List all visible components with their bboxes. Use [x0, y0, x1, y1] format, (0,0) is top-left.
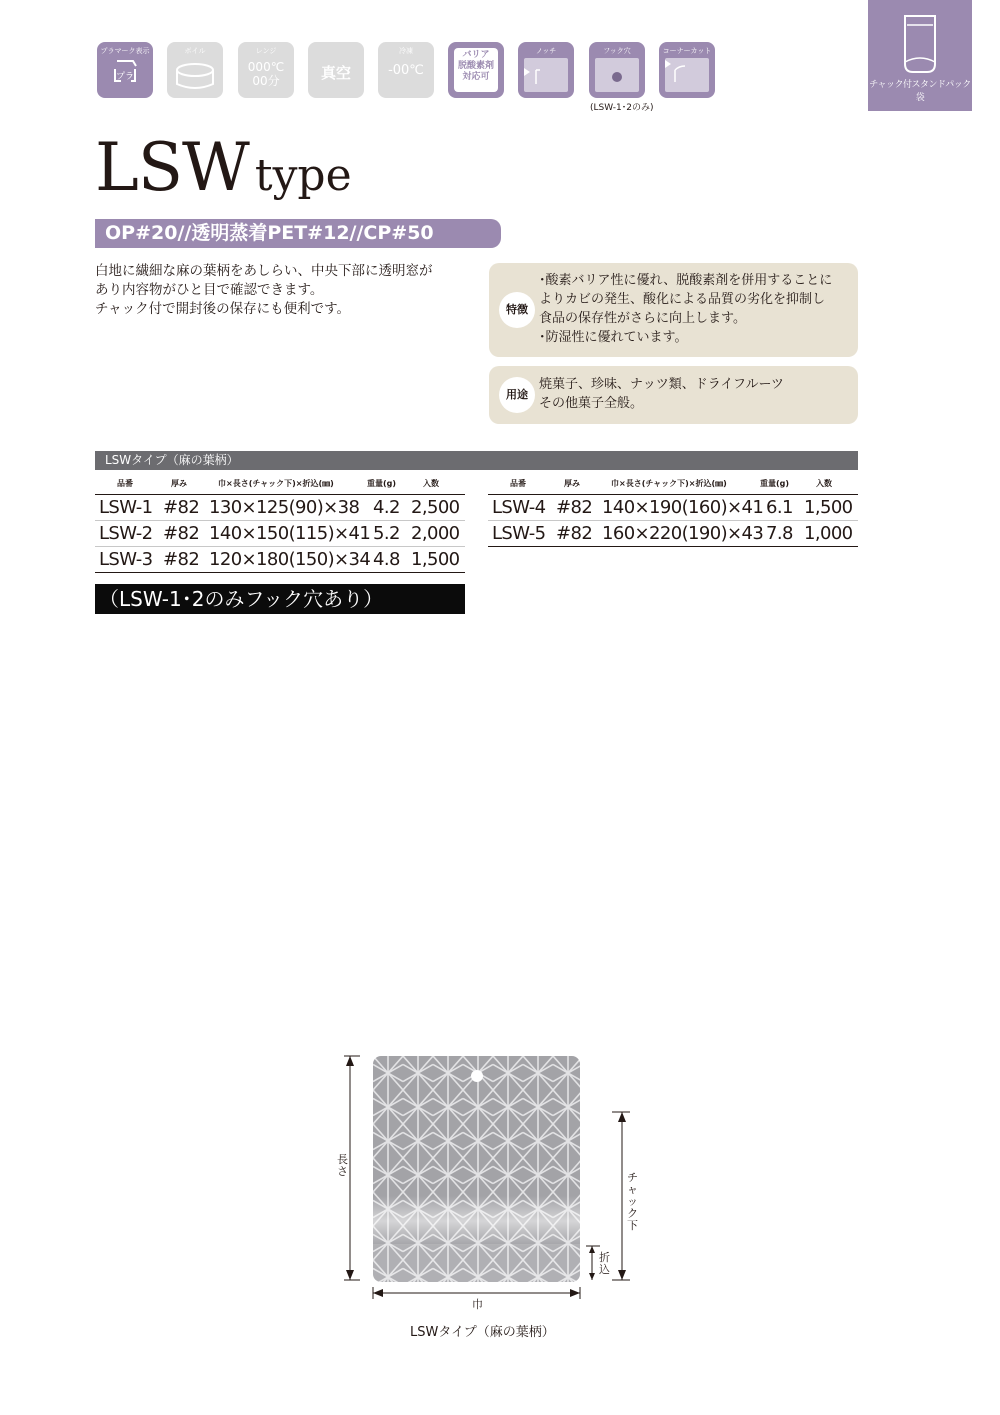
- plastic-mark-icon: プラマーク表示 プラ: [97, 42, 153, 98]
- hole-dot-icon: [612, 72, 622, 82]
- zipper-label: チャック下: [627, 1171, 638, 1232]
- table-row: LSW-5 #82 160×220(190)×43 7.8 1,000: [488, 521, 858, 547]
- svg-text:プラ: プラ: [115, 72, 135, 82]
- boil-icon: ボイル: [167, 42, 223, 98]
- pot-icon: [173, 60, 217, 92]
- notch-arrow-icon: [522, 66, 542, 86]
- corner-arrow-icon: [663, 58, 689, 84]
- table-header-row: 品番 厚み 巾×長さ(チャック下)×折込(㎜) 重量(g) 入数: [95, 474, 465, 495]
- category-tab[interactable]: [868, 0, 972, 111]
- uses-box: [489, 366, 858, 424]
- table-row: LSW-2 #82 140×150(115)×41 5.2 2,000: [95, 521, 465, 547]
- stand-pouch-icon: [901, 14, 939, 74]
- vacuum-icon: 真空: [308, 42, 364, 98]
- spec-table-right: [488, 474, 858, 547]
- table-row: LSW-1 #82 130×125(90)×38 4.2 2,500: [95, 495, 465, 521]
- features-box: [489, 263, 858, 357]
- material-spec: OP#20//透明蒸着PET#12//CP#50: [95, 219, 501, 248]
- notch-icon: ノッチ: [518, 42, 574, 98]
- fold-label: 折込: [599, 1251, 610, 1276]
- description: 白地に繊細な麻の葉柄をあしらい、中央下部に透明窓が あり内容物がひと目で確認できます。 チャック付で開封後の保存にも便利です。: [95, 263, 433, 317]
- table-row: LSW-4 #82 140×190(160)×41 6.1 1,500: [488, 495, 858, 521]
- category-label: チャック付スタンドパック袋: [869, 80, 971, 103]
- table-header-row: 品番 厚み 巾×長さ(チャック下)×折込(㎜) 重量(g) 入数: [488, 474, 858, 495]
- hook-hole-icon: フック穴: [589, 42, 645, 98]
- table-title: LSWタイプ（麻の葉柄）: [95, 451, 858, 470]
- uses-text: 焼菓子、珍味、ナッツ類、ドライフルーツ その他菓子全般。: [539, 377, 784, 411]
- uses-badge: 用途: [499, 377, 535, 413]
- barrier-icon: バリア 脱酸素剤 対応可: [448, 42, 504, 98]
- microwave-icon: レンジ 000℃ 00分: [238, 42, 294, 98]
- hook-hole-note: (LSW-1･2のみ): [590, 103, 654, 113]
- table-row: LSW-3 #82 120×180(150)×34 4.8 1,500: [95, 547, 465, 573]
- freeze-icon: 冷凍 -00℃: [378, 42, 434, 98]
- corner-cut-icon: コーナーカット: [659, 42, 715, 98]
- page-title: LSW type: [95, 129, 352, 206]
- width-label: 巾: [472, 1298, 483, 1311]
- spec-table-left: [95, 474, 465, 573]
- hook-hole-notice: （LSW-1･2のみフック穴あり）: [95, 584, 465, 614]
- features-badge: 特徴: [499, 292, 535, 328]
- features-text: ･酸素バリア性に優れ、脱酸素剤を併用することに よりカビの発生、酸化による品質の劣化を抑制し 食品の保存性がさらに向上します。 ･防湿性に優れています。: [539, 273, 833, 345]
- length-label: 長さ: [337, 1153, 348, 1178]
- recycle-icon: [111, 57, 139, 87]
- diagram-caption: LSWタイプ（麻の葉柄）: [410, 1325, 555, 1340]
